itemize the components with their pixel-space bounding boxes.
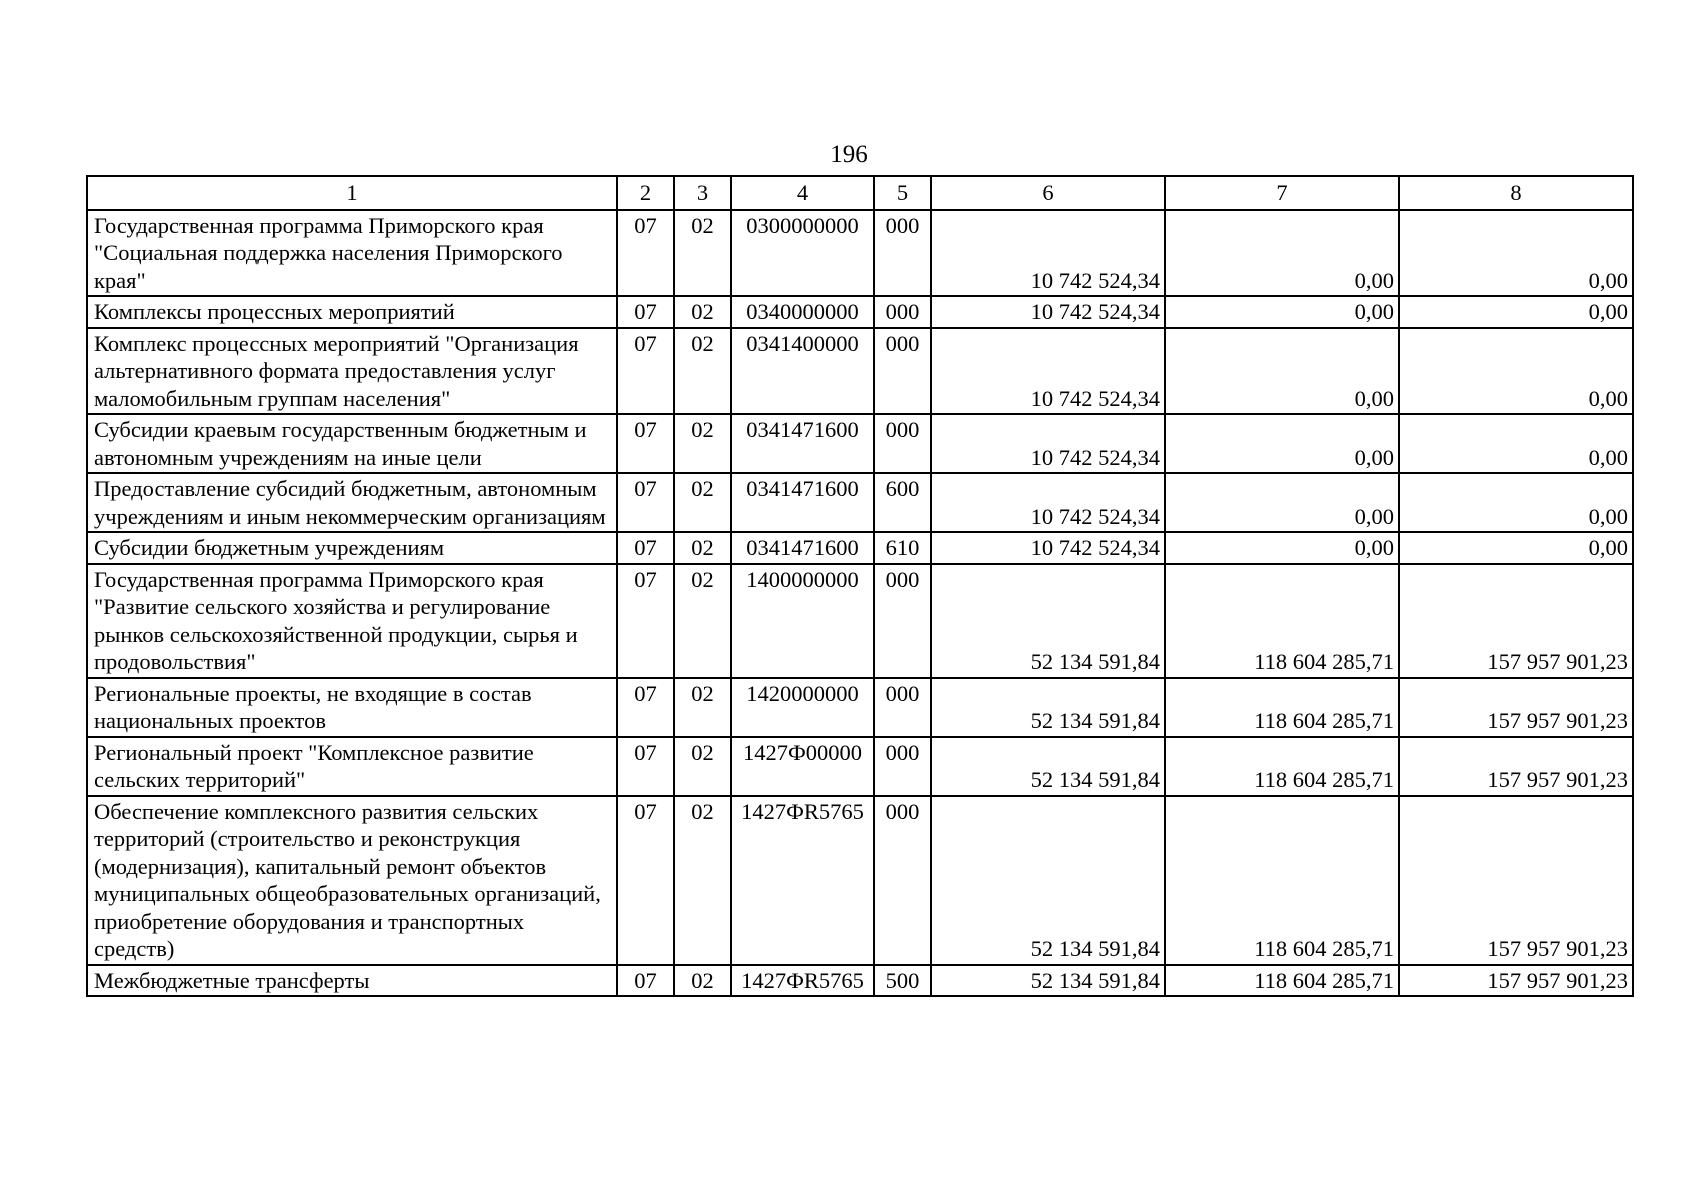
row-amount-8: 157 957 901,23 — [1399, 796, 1633, 965]
row-expense-type: 610 — [874, 532, 931, 564]
table-row — [87, 965, 1633, 997]
row-expense-type: 000 — [874, 328, 931, 415]
row-amount-8: 0,00 — [1399, 328, 1633, 415]
table-row — [87, 532, 1633, 564]
row-subsection: 02 — [674, 796, 731, 965]
row-amount-7: 0,00 — [1165, 473, 1399, 532]
table-row — [87, 737, 1633, 796]
row-amount-7: 118 604 285,71 — [1165, 564, 1399, 678]
row-section: 07 — [617, 737, 674, 796]
row-target-code: 1427Ф00000 — [731, 737, 874, 796]
row-amount-6: 52 134 591,84 — [931, 796, 1165, 965]
row-name: Комплекс процессных мероприятий "Организация альтернативного формата предоставления услуг маломобильным группам населения" — [87, 328, 617, 415]
row-amount-6: 10 742 524,34 — [931, 328, 1165, 415]
row-subsection: 02 — [674, 965, 731, 997]
row-subsection: 02 — [674, 414, 731, 473]
row-section: 07 — [617, 678, 674, 737]
row-subsection: 02 — [674, 210, 731, 297]
row-expense-type: 000 — [874, 210, 931, 297]
row-target-code: 1420000000 — [731, 678, 874, 737]
row-expense-type: 500 — [874, 965, 931, 997]
row-amount-8: 0,00 — [1399, 296, 1633, 328]
row-amount-7: 118 604 285,71 — [1165, 965, 1399, 997]
header-cell-1: 1 — [87, 176, 617, 210]
row-name: Субсидии краевым государственным бюджетным и автономным учреждениям на иные цели — [87, 414, 617, 473]
row-section: 07 — [617, 965, 674, 997]
row-subsection: 02 — [674, 678, 731, 737]
header-cell-3: 3 — [674, 176, 731, 210]
row-amount-6: 52 134 591,84 — [931, 678, 1165, 737]
table-row — [87, 210, 1633, 297]
row-amount-8: 157 957 901,23 — [1399, 678, 1633, 737]
row-amount-7: 0,00 — [1165, 296, 1399, 328]
row-amount-8: 0,00 — [1399, 414, 1633, 473]
row-target-code: 0341471600 — [731, 414, 874, 473]
row-target-code: 1427ФR5765 — [731, 796, 874, 965]
row-expense-type: 000 — [874, 678, 931, 737]
row-amount-8: 157 957 901,23 — [1399, 737, 1633, 796]
row-section: 07 — [617, 414, 674, 473]
table-row — [87, 678, 1633, 737]
row-section: 07 — [617, 296, 674, 328]
row-amount-8: 0,00 — [1399, 473, 1633, 532]
row-amount-6: 52 134 591,84 — [931, 965, 1165, 997]
row-name: Межбюджетные трансферты — [87, 965, 617, 997]
row-amount-7: 0,00 — [1165, 328, 1399, 415]
header-cell-5: 5 — [874, 176, 931, 210]
header-cell-4: 4 — [731, 176, 874, 210]
row-name: Комплексы процессных мероприятий — [87, 296, 617, 328]
row-name: Региональные проекты, не входящие в состав национальных проектов — [87, 678, 617, 737]
header-row — [87, 176, 1633, 210]
row-amount-6: 52 134 591,84 — [931, 737, 1165, 796]
row-subsection: 02 — [674, 532, 731, 564]
row-target-code: 1400000000 — [731, 564, 874, 678]
row-expense-type: 000 — [874, 564, 931, 678]
row-target-code: 0340000000 — [731, 296, 874, 328]
table-row — [87, 473, 1633, 532]
table-row — [87, 328, 1633, 415]
row-name: Государственная программа Приморского края "Развитие сельского хозяйства и регулирование рынков сельскохозяйственной продукции, сырья и продовольствия" — [87, 564, 617, 678]
row-amount-8: 0,00 — [1399, 532, 1633, 564]
row-name: Государственная программа Приморского края "Социальная поддержка населения Приморского края" — [87, 210, 617, 297]
header-cell-2: 2 — [617, 176, 674, 210]
row-subsection: 02 — [674, 737, 731, 796]
table-body — [87, 210, 1633, 997]
row-expense-type: 000 — [874, 296, 931, 328]
row-expense-type: 600 — [874, 473, 931, 532]
row-target-code: 0341471600 — [731, 532, 874, 564]
row-name: Региональный проект "Комплексное развитие сельских территорий" — [87, 737, 617, 796]
row-target-code: 1427ФR5765 — [731, 965, 874, 997]
row-amount-6: 10 742 524,34 — [931, 296, 1165, 328]
row-subsection: 02 — [674, 473, 731, 532]
row-section: 07 — [617, 473, 674, 532]
row-amount-7: 118 604 285,71 — [1165, 737, 1399, 796]
row-amount-8: 157 957 901,23 — [1399, 564, 1633, 678]
row-amount-6: 52 134 591,84 — [931, 564, 1165, 678]
header-cell-7: 7 — [1165, 176, 1399, 210]
row-amount-7: 0,00 — [1165, 414, 1399, 473]
row-name: Обеспечение комплексного развития сельских территорий (строительство и реконструкция (модернизация), капитальный ремонт объектов муниципальных общеобразовательных организаций, приобретение оборудования и транспортных средств) — [87, 796, 617, 965]
row-expense-type: 000 — [874, 737, 931, 796]
row-amount-6: 10 742 524,34 — [931, 414, 1165, 473]
table-row — [87, 796, 1633, 965]
table-row — [87, 414, 1633, 473]
budget-table — [86, 175, 1634, 997]
page-number: 196 — [830, 141, 868, 168]
row-amount-7: 118 604 285,71 — [1165, 796, 1399, 965]
row-amount-6: 10 742 524,34 — [931, 473, 1165, 532]
row-subsection: 02 — [674, 564, 731, 678]
row-section: 07 — [617, 328, 674, 415]
row-amount-7: 0,00 — [1165, 532, 1399, 564]
row-target-code: 0300000000 — [731, 210, 874, 297]
row-section: 07 — [617, 796, 674, 965]
table-header — [87, 176, 1633, 210]
row-amount-8: 157 957 901,23 — [1399, 965, 1633, 997]
row-section: 07 — [617, 532, 674, 564]
row-section: 07 — [617, 564, 674, 678]
row-amount-7: 118 604 285,71 — [1165, 678, 1399, 737]
row-name: Субсидии бюджетным учреждениям — [87, 532, 617, 564]
row-amount-6: 10 742 524,34 — [931, 532, 1165, 564]
row-subsection: 02 — [674, 296, 731, 328]
header-cell-6: 6 — [931, 176, 1165, 210]
row-section: 07 — [617, 210, 674, 297]
table-row — [87, 296, 1633, 328]
row-target-code: 0341400000 — [731, 328, 874, 415]
row-amount-7: 0,00 — [1165, 210, 1399, 297]
row-subsection: 02 — [674, 328, 731, 415]
row-target-code: 0341471600 — [731, 473, 874, 532]
row-amount-6: 10 742 524,34 — [931, 210, 1165, 297]
row-expense-type: 000 — [874, 414, 931, 473]
row-amount-8: 0,00 — [1399, 210, 1633, 297]
row-expense-type: 000 — [874, 796, 931, 965]
row-name: Предоставление субсидий бюджетным, автономным учреждениям и иным некоммерческим организациям — [87, 473, 617, 532]
header-cell-8: 8 — [1399, 176, 1633, 210]
table-row — [87, 564, 1633, 678]
